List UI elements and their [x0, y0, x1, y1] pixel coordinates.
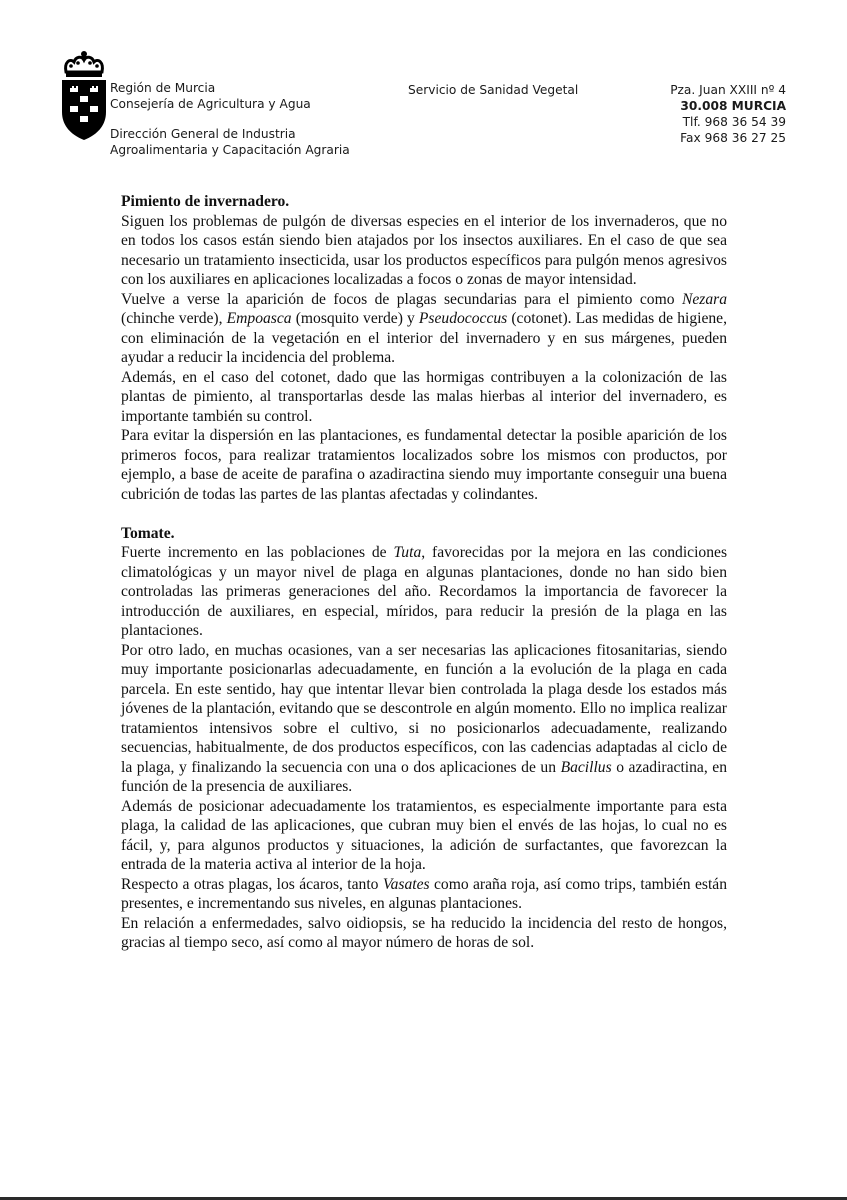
paragraph: Para evitar la dispersión en las plantaciones, es fundamental detectar la posible aparición de los primeros focos, para realizar tratamientos localizados sobre los mismos con productos, por ejemplo, a base de aceite de parafina o azadiractina siendo muy importante conseguir una buena cubrición de todas las partes de las plantas afectadas y colindantes.: [121, 427, 727, 503]
paragraph: Respecto a otras plagas, los ácaros, tanto Vasates como araña roja, así como trips, también están presentes, e incrementando sus niveles, en algunas plantaciones.: [121, 875, 728, 912]
region-murcia-crest-icon: [60, 50, 108, 142]
paragraph: Siguen los problemas de pulgón de diversas especies en el interior de los invernaderos, que no en todos los casos están siendo bien atajados por los insectos auxiliares. En el caso de que sea necesario un tratamiento insecticida, usar los productos específicos para pulgón menos agresivos con los auxiliares en aplicaciones localizadas a focos o zonas de mayor intensidad.: [121, 212, 727, 288]
paragraph: Vuelve a verse la aparición de focos de plagas secundarias para el pimiento como Nezara (chinche verde), Empoasca (mosquito verde) y Pseudococcus (cotonet). Las medidas de higiene, con eliminación de la vegetación en el interior del invernadero y en sus márgenes, pueden ayudar a reducir la incidencia del problema.: [121, 290, 727, 366]
header-address: [670, 82, 786, 146]
section-title: Tomate.: [121, 524, 175, 542]
directorate-line1: Dirección General de Industria: [110, 127, 296, 141]
paragraph: Además, en el caso del cotonet, dado que las hormigas contribuyen a la colonización de las plantas de pimiento, al transportarlas desde las malas hierbas al interior del invernadero, es importante también su control.: [121, 368, 727, 425]
department-name: Consejería de Agricultura y Agua: [110, 97, 311, 111]
org-name: Región de Murcia: [110, 81, 216, 95]
paragraph: Por otro lado, en muchas ocasiones, van a ser necesarias las aplicaciones fitosanitarias, siendo muy importante posicionarlas adecuadamente, en función a la evolución de la plaga en cada parcela. En este sentido, hay que intentar llevar bien controlada la plaga desde los estados más jóvenes de la plantación, evitando que se descontrole en algún momento. Ello no implica realizar tratamientos intensivos sobre el cultivo, si no posicionarlos adecuadamente, realizando secuencias, habitualmente, de dos productos específicos, con las cadencias adaptadas al ciclo de la plaga, y finalizando la secuencia con una o dos aplicaciones de un Bacillus o azadiractina, en función de la presencia de auxiliares.: [121, 641, 728, 795]
paragraph: En relación a enfermedades, salvo oidiopsis, se ha reducido la incidencia del resto de hongos, gracias al tiempo seco, así como al mayor número de horas de sol.: [121, 914, 727, 951]
header-organization: [110, 80, 311, 112]
species-name: Tuta: [393, 544, 422, 561]
species-name: Pseudococcus: [418, 310, 508, 327]
directorate-line2: Agroalimentaria y Capacitación Agraria: [110, 143, 350, 157]
header-service: [408, 82, 578, 98]
address-fax: Fax 968 36 27 25: [680, 131, 786, 145]
species-name: Empoasca: [226, 310, 292, 327]
species-name: Nezara: [681, 290, 727, 308]
header-directorate: [110, 126, 350, 158]
species-name: Vasates: [382, 875, 430, 893]
paragraph: Además de posicionar adecuadamente los tratamientos, es especialmente importante para esta plaga, la calidad de las aplicaciones, que cubran muy bien el envés de las hojas, lo cual no es fácil, y, para algunos productos y situaciones, la adición de surfactantes, que favorezcan la entrada de la materia activa al interior de la hoja.: [121, 797, 727, 873]
report-body: [121, 192, 727, 953]
address-phone: Tlf. 968 36 54 39: [682, 115, 786, 129]
address-street: Pza. Juan XXIII nº 4: [670, 83, 786, 97]
species-name: Bacillus: [560, 758, 612, 776]
paragraph: Fuerte incremento en las poblaciones de Tuta, favorecidas por la mejora en las condiciones climatológicas y un mayor nivel de plaga en algunas plantaciones, donde no han sido bien controladas las primeras generaciones del año. Recordamos la importancia de favorecer la introducción de auxiliares, en especial, míridos, para reducir la presión de la plaga en las plantaciones.: [121, 544, 728, 639]
section-title: Pimiento de invernadero.: [121, 193, 290, 210]
address-city: 30.008 MURCIA: [680, 99, 786, 113]
section-pimiento: [121, 192, 727, 504]
section-tomate: [121, 524, 727, 953]
service-name: Servicio de Sanidad Vegetal: [408, 83, 579, 97]
